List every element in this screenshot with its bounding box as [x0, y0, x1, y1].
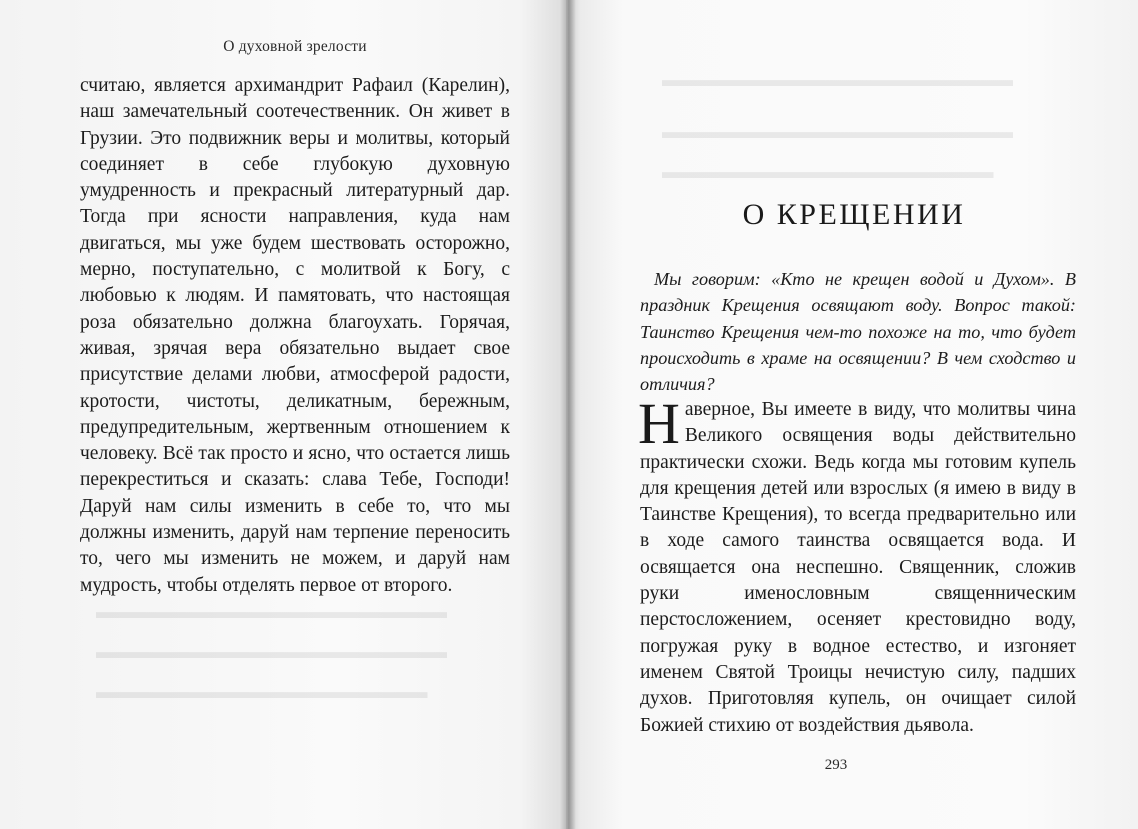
running-head: О духовной зрелости — [223, 38, 367, 55]
answer-paragraph — [638, 391, 1076, 739]
show-through-text-2: ▬▬▬▬▬▬▬▬▬▬▬▬▬▬▬▬▬▬ — [662, 122, 1013, 143]
answer-text: аверное, Вы имеете в виду, что молитвы чина Великого освящения воды действительно практически схожи. Ведь когда мы готовим купель для крещения детей или взрослых (я имею в виду в Таинстве Крещения), то всегда предварительно или в ходе самого таинства освящается вода. И освящается она неспешно. Священник, сложив руки именословным священническим перстосложением, осеняет крестовидно воду, погружая руку в водное естество, и изгоняет именем Святой Троицы нечистую силу, падших духов. Приготовляя купель, он очищает силой Божией стихию от воздействия дьявола. — [640, 399, 1076, 736]
show-through-text-3: ▬▬▬▬▬▬▬▬▬▬▬▬▬▬▬▬▬ — [662, 162, 994, 183]
right-page — [566, 0, 1138, 829]
interview-question: Мы говорим: «Кто не крещен водой и Духом». В праздник Крещения освящают воду. Вопрос такой: Таинство Крещения чем-то похоже на то, что будет происходить в храме на освящении? В чем сходство и отличия? — [640, 269, 1076, 395]
show-through-text: ▬▬▬▬▬▬▬▬▬▬▬▬▬▬▬▬▬▬ — [662, 70, 1013, 91]
chapter-title: О КРЕЩЕНИИ — [742, 198, 966, 231]
drop-cap: Н — [638, 391, 680, 456]
left-page — [0, 0, 566, 829]
show-through-text: ▬▬▬▬▬▬▬▬▬▬▬▬▬▬▬▬▬▬ — [96, 602, 447, 623]
show-through-text-2: ▬▬▬▬▬▬▬▬▬▬▬▬▬▬▬▬▬▬ — [96, 642, 447, 663]
page-number: 293 — [824, 757, 848, 773]
show-through-text-3: ▬▬▬▬▬▬▬▬▬▬▬▬▬▬▬▬▬ — [96, 682, 428, 703]
body-paragraph: считаю, является архимандрит Рафаил (Карелин), наш замечательный соотечественник. Он живет в Грузии. Это подвижник веры и молитвы, который соединяет в себе глубокую духовную умудренность и прекрасный литературный дар. Тогда при ясности направления, куда нам двигаться, мы уже будем шествовать осторожно, мерно, поступательно, с молитвой к Богу, с любовью к людям. И памятовать, что настоящая роза обязательно должна благоухать. Горячая, живая, зрячая вера обязательно выдает свое присутствие делами любви, атмосферой радости, кротости, чистоты, деликатным, бережным, предупредительным, жертвенным отношением к человеку. Всё так просто и ясно, что остается лишь перекреститься и сказать: слава Тебе, Господи! Даруй нам силы изменить в себе то, что мы должны изменить, даруй нам терпение переносить то, чего мы изменить не можем, и даруй нам мудрость, чтобы отделять первое от второго. — [80, 75, 510, 596]
